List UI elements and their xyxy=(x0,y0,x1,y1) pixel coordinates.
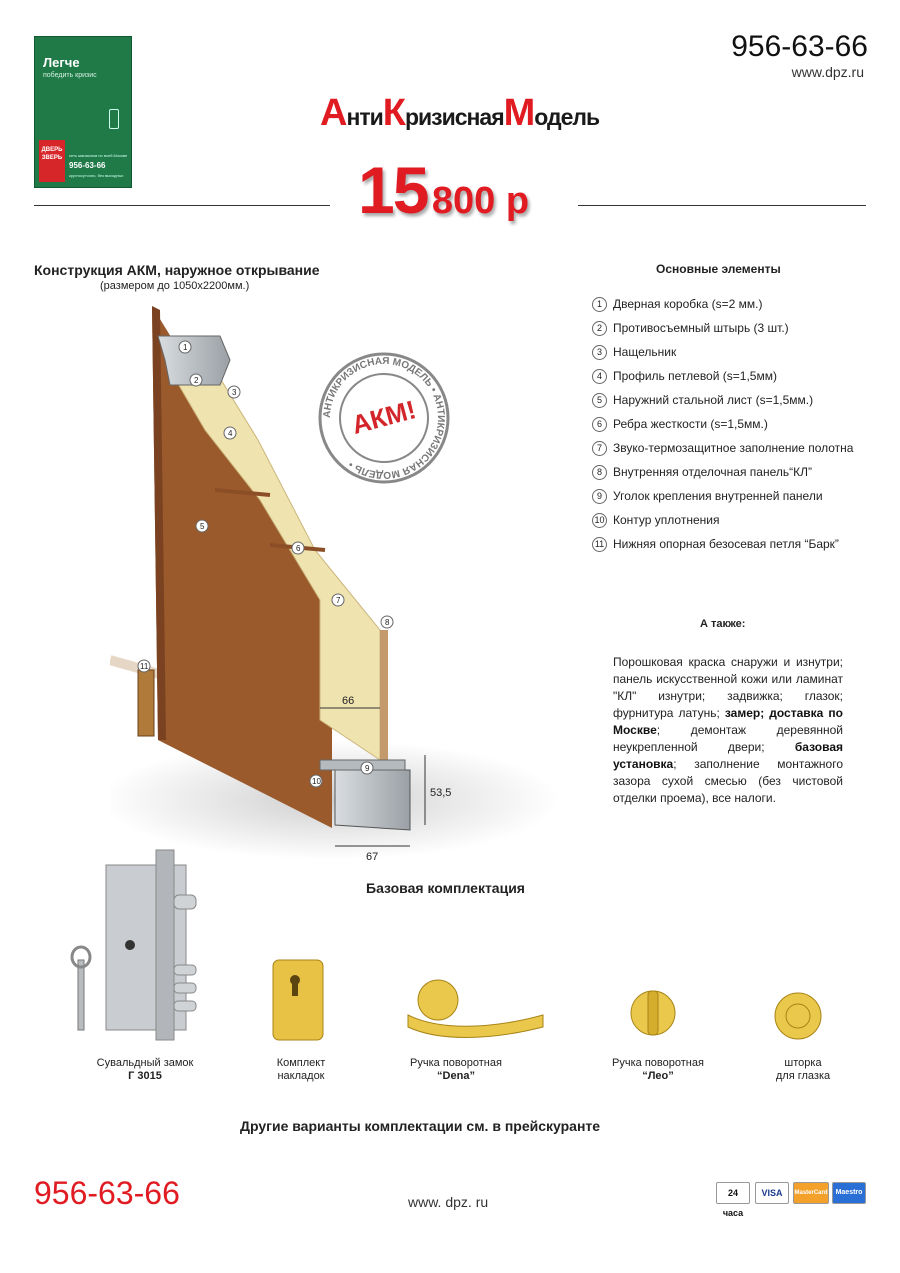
list-item: 3 Нащельник xyxy=(592,344,862,360)
booklet-subtitle: победить кризис xyxy=(43,72,97,79)
dim-67: 67 xyxy=(366,851,379,860)
booklet-phone: 956-63-66 xyxy=(69,161,106,170)
callout-5: 5 xyxy=(200,522,205,531)
also-text: Порошковая краска снаружи и изнутри; панель искусственной кожи или ламинат "КЛ" изнутри; задвижка; глазок; фурнитура латунь; замер; доставка по Москве; демонтаж деревянной неукрепленной двери; базовая установка; заполнение монтажного зазора сухой смесью (без чистовой отделки проема), все налоги. xyxy=(613,655,843,805)
callout-2: 2 xyxy=(194,376,199,385)
list-item: 1 Дверная коробка (s=2 мм.) xyxy=(592,296,862,312)
list-item: 10 Контур уплотнения xyxy=(592,512,862,528)
brand-title: АнтиКризиснаяМодель xyxy=(320,92,600,134)
booklet-logo: ДВЕРЬ ЗВЕРЬ xyxy=(39,140,65,182)
callout-3: 3 xyxy=(232,388,237,397)
also-title: А также: xyxy=(700,618,746,630)
list-item: 11 Нижняя опорная безосевая петля “Барк” xyxy=(592,536,862,552)
booklet-small-text-2: круглосуточно, без выходных xyxy=(69,173,124,178)
badge-24h: 24 часа xyxy=(716,1182,750,1204)
elements-list xyxy=(592,296,862,560)
other-options-note: Другие варианты комплектации см. в прейскуранте xyxy=(240,1118,601,1134)
construction-title: Конструкция АКМ, наружное открывание xyxy=(34,262,320,278)
stamp-center-text: АКМ! xyxy=(348,394,420,440)
header-phone: 956-63-66 xyxy=(731,30,868,63)
callout-1: 1 xyxy=(183,343,188,352)
callout-6: 6 xyxy=(296,544,301,553)
inner-panel xyxy=(380,630,388,770)
list-item: 6 Ребра жесткости (s=1,5мм.) xyxy=(592,416,862,432)
accessory-label-leo: Ручка поворотная “Лео” xyxy=(612,1057,704,1082)
callout-4: 4 xyxy=(228,429,233,438)
header-site[interactable]: www.dpz.ru xyxy=(791,64,864,80)
list-item: 7 Звуко-термозащитное заполнение полотна xyxy=(592,440,862,456)
list-item: 5 Наружний стальной лист (s=1,5мм.) xyxy=(592,392,862,408)
booklet-title: Легче xyxy=(43,55,80,70)
list-item: 4 Профиль петлевой (s=1,5мм) xyxy=(592,368,862,384)
stamp-ring-text: АНТИКРИЗИСНАЯ МОДЕЛЬ • АНТИКРИЗИСНАЯ МОДЕЛЬ • xyxy=(321,355,447,481)
price-rest: 800 р xyxy=(431,180,530,222)
door-section-diagram xyxy=(110,300,580,860)
callout-10: 10 xyxy=(312,777,321,786)
accessory-label-plates: Комплект накладок xyxy=(276,1057,326,1082)
price xyxy=(358,152,529,228)
accessory-label-lock: Сувальдный замок Г 3015 xyxy=(96,1057,194,1082)
door-handle-icon xyxy=(109,109,119,129)
elements-title: Основные элементы xyxy=(656,262,781,276)
header-rule-right xyxy=(578,205,866,206)
hinge xyxy=(138,670,154,736)
footer-phone: 956-63-66 xyxy=(34,1175,180,1211)
mastercard-icon: MasterCard xyxy=(793,1182,829,1204)
maestro-icon: Maestro xyxy=(832,1182,866,1204)
visa-icon: VISA xyxy=(755,1182,789,1204)
akm-stamp xyxy=(320,354,448,482)
callout-9: 9 xyxy=(365,764,370,773)
callout-8: 8 xyxy=(385,618,390,627)
peephole-cover-image xyxy=(768,990,828,1042)
list-item: 9 Уголок крепления внутренней панели xyxy=(592,488,862,504)
list-item: 2 Противосъемный штырь (3 шт.) xyxy=(592,320,862,336)
dim-53: 53,5 xyxy=(430,787,452,799)
callout-11: 11 xyxy=(140,662,149,671)
lock-image xyxy=(60,845,200,1045)
base-kit-title: Базовая комплектация xyxy=(366,880,525,896)
cover-plate-image xyxy=(268,955,328,1045)
leo-handle-image xyxy=(620,985,690,1045)
list-item: 8 Внутренняя отделочная панель“КЛ” xyxy=(592,464,862,480)
booklet-small-text: сеть магазинов по всей Москве xyxy=(69,153,128,158)
construction-subtitle: (размером до 1050х2200мм.) xyxy=(100,280,250,292)
accessory-label-dena: Ручка поворотная “Dena” xyxy=(410,1057,502,1082)
footer-site[interactable]: www. dpz. ru xyxy=(408,1194,489,1210)
callout-7: 7 xyxy=(336,596,341,605)
frame-bottom xyxy=(335,770,410,830)
dena-handle-image xyxy=(398,975,548,1045)
accessory-label-peephole: шторка для глазка xyxy=(775,1057,831,1082)
price-main: 15 xyxy=(358,153,428,227)
booklet-thumbnail xyxy=(34,36,132,188)
header-rule-left xyxy=(34,205,330,206)
dim-66: 66 xyxy=(342,695,355,707)
